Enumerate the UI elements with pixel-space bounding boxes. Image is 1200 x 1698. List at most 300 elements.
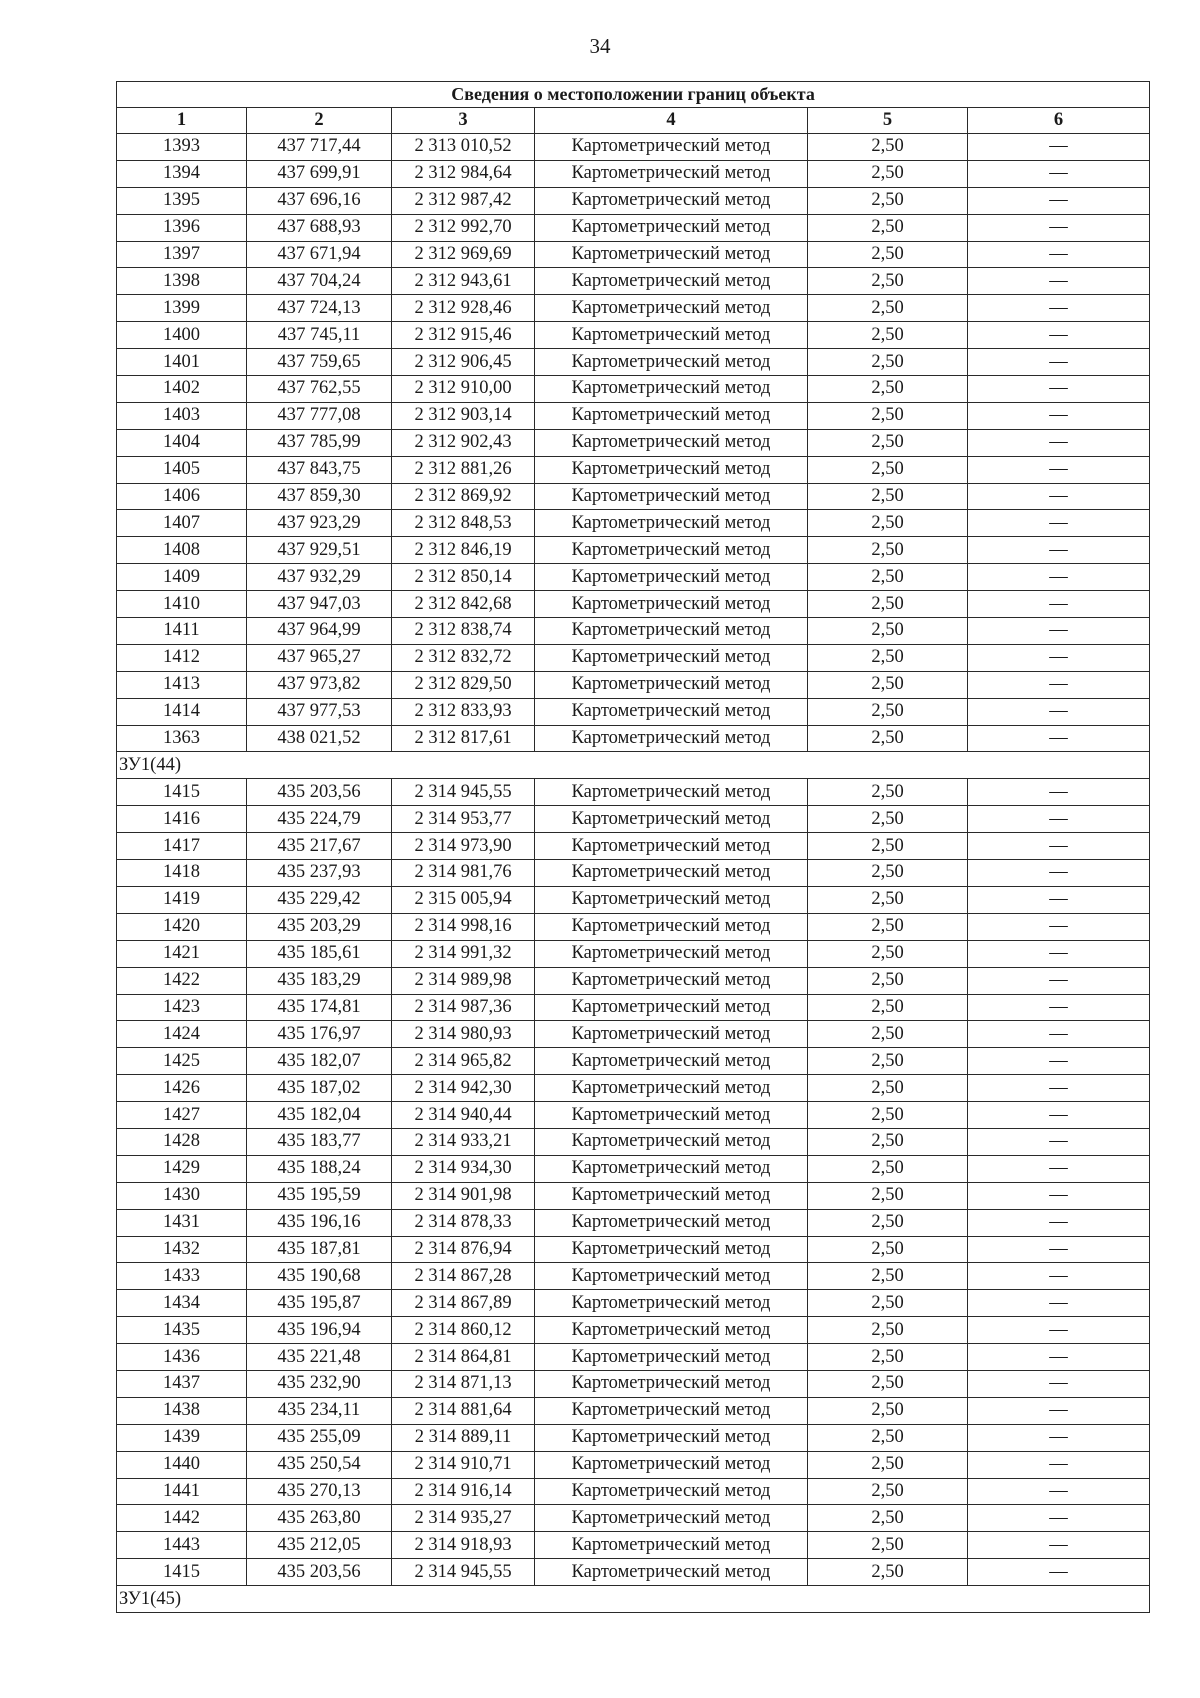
description-cell: —: [968, 1021, 1150, 1048]
y-coordinate-cell: 2 314 876,94: [392, 1236, 535, 1263]
x-coordinate-cell: 437 965,27: [247, 644, 392, 671]
method-cell: Картометрический метод: [535, 1048, 808, 1075]
point-number-cell: 1427: [117, 1102, 247, 1129]
point-number-cell: 1422: [117, 967, 247, 994]
description-cell: —: [968, 376, 1150, 403]
method-cell: Картометрический метод: [535, 1263, 808, 1290]
accuracy-cell: 2,50: [808, 349, 968, 376]
x-coordinate-cell: 437 929,51: [247, 537, 392, 564]
accuracy-cell: 2,50: [808, 483, 968, 510]
table-row: [117, 1021, 1150, 1048]
x-coordinate-cell: 437 777,08: [247, 402, 392, 429]
point-number-cell: 1395: [117, 187, 247, 214]
accuracy-cell: 2,50: [808, 322, 968, 349]
x-coordinate-cell: 435 195,59: [247, 1182, 392, 1209]
accuracy-cell: 2,50: [808, 779, 968, 806]
description-cell: —: [968, 134, 1150, 161]
y-coordinate-cell: 2 314 965,82: [392, 1048, 535, 1075]
point-number-cell: 1408: [117, 537, 247, 564]
x-coordinate-cell: 437 964,99: [247, 618, 392, 645]
accuracy-cell: 2,50: [808, 1370, 968, 1397]
point-number-cell: 1428: [117, 1128, 247, 1155]
point-number-cell: 1433: [117, 1263, 247, 1290]
point-number-cell: 1432: [117, 1236, 247, 1263]
accuracy-cell: 2,50: [808, 1021, 968, 1048]
method-cell: Картометрический метод: [535, 1370, 808, 1397]
table-row: [117, 940, 1150, 967]
accuracy-cell: 2,50: [808, 295, 968, 322]
y-coordinate-cell: 2 314 881,64: [392, 1397, 535, 1424]
x-coordinate-cell: 437 932,29: [247, 564, 392, 591]
description-cell: —: [968, 1370, 1150, 1397]
table-row: [117, 376, 1150, 403]
table-row: [117, 349, 1150, 376]
description-cell: —: [968, 967, 1150, 994]
y-coordinate-cell: 2 314 867,89: [392, 1290, 535, 1317]
method-cell: Картометрический метод: [535, 537, 808, 564]
accuracy-cell: 2,50: [808, 671, 968, 698]
x-coordinate-cell: 437 696,16: [247, 187, 392, 214]
description-cell: —: [968, 1236, 1150, 1263]
point-number-cell: 1443: [117, 1532, 247, 1559]
method-cell: Картометрический метод: [535, 349, 808, 376]
method-cell: Картометрический метод: [535, 456, 808, 483]
table-row: [117, 510, 1150, 537]
method-cell: Картометрический метод: [535, 591, 808, 618]
accuracy-cell: 2,50: [808, 833, 968, 860]
description-cell: —: [968, 456, 1150, 483]
method-cell: Картометрический метод: [535, 671, 808, 698]
accuracy-cell: 2,50: [808, 564, 968, 591]
description-cell: —: [968, 1451, 1150, 1478]
accuracy-cell: 2,50: [808, 1182, 968, 1209]
point-number-cell: 1393: [117, 134, 247, 161]
x-coordinate-cell: 435 217,67: [247, 833, 392, 860]
point-number-cell: 1400: [117, 322, 247, 349]
table-row: [117, 537, 1150, 564]
method-cell: Картометрический метод: [535, 1075, 808, 1102]
accuracy-cell: 2,50: [808, 1290, 968, 1317]
accuracy-cell: 2,50: [808, 1236, 968, 1263]
method-cell: Картометрический метод: [535, 402, 808, 429]
table-row: [117, 1290, 1150, 1317]
description-cell: —: [968, 1424, 1150, 1451]
table-row: [117, 160, 1150, 187]
description-cell: —: [968, 779, 1150, 806]
method-cell: Картометрический метод: [535, 322, 808, 349]
y-coordinate-cell: 2 314 942,30: [392, 1075, 535, 1102]
y-coordinate-cell: 2 312 817,61: [392, 725, 535, 752]
x-coordinate-cell: 435 183,29: [247, 967, 392, 994]
y-coordinate-cell: 2 314 989,98: [392, 967, 535, 994]
column-header: 1: [117, 108, 247, 134]
y-coordinate-cell: 2 312 910,00: [392, 376, 535, 403]
table-row: [117, 429, 1150, 456]
y-coordinate-cell: 2 314 945,55: [392, 1559, 535, 1586]
y-coordinate-cell: 2 312 915,46: [392, 322, 535, 349]
table-row: [117, 1263, 1150, 1290]
y-coordinate-cell: 2 312 992,70: [392, 214, 535, 241]
accuracy-cell: 2,50: [808, 725, 968, 752]
method-cell: Картометрический метод: [535, 967, 808, 994]
table-row: [117, 725, 1150, 752]
description-cell: —: [968, 618, 1150, 645]
y-coordinate-cell: 2 314 901,98: [392, 1182, 535, 1209]
point-number-cell: 1415: [117, 1559, 247, 1586]
table-row: [117, 483, 1150, 510]
table-row: [117, 1048, 1150, 1075]
description-cell: —: [968, 994, 1150, 1021]
y-coordinate-cell: 2 312 984,64: [392, 160, 535, 187]
table-row: [117, 1478, 1150, 1505]
point-number-cell: 1403: [117, 402, 247, 429]
accuracy-cell: 2,50: [808, 187, 968, 214]
column-header-row: [117, 108, 1150, 134]
point-number-cell: 1437: [117, 1370, 247, 1397]
table-row: [117, 1532, 1150, 1559]
table-row: [117, 134, 1150, 161]
method-cell: Картометрический метод: [535, 806, 808, 833]
description-cell: —: [968, 214, 1150, 241]
description-cell: —: [968, 402, 1150, 429]
accuracy-cell: 2,50: [808, 1478, 968, 1505]
point-number-cell: 1409: [117, 564, 247, 591]
table-row: [117, 833, 1150, 860]
method-cell: Картометрический метод: [535, 779, 808, 806]
y-coordinate-cell: 2 314 867,28: [392, 1263, 535, 1290]
y-coordinate-cell: 2 314 864,81: [392, 1344, 535, 1371]
method-cell: Картометрический метод: [535, 833, 808, 860]
x-coordinate-cell: 435 224,79: [247, 806, 392, 833]
accuracy-cell: 2,50: [808, 376, 968, 403]
method-cell: Картометрический метод: [535, 1155, 808, 1182]
method-cell: Картометрический метод: [535, 1424, 808, 1451]
description-cell: —: [968, 241, 1150, 268]
description-cell: —: [968, 322, 1150, 349]
accuracy-cell: 2,50: [808, 1397, 968, 1424]
accuracy-cell: 2,50: [808, 1344, 968, 1371]
method-cell: Картометрический метод: [535, 1021, 808, 1048]
table-row: [117, 1155, 1150, 1182]
method-cell: Картометрический метод: [535, 860, 808, 887]
y-coordinate-cell: 2 314 871,13: [392, 1370, 535, 1397]
description-cell: —: [968, 1344, 1150, 1371]
table-row: [117, 1505, 1150, 1532]
description-cell: —: [968, 860, 1150, 887]
method-cell: Картометрический метод: [535, 376, 808, 403]
method-cell: Картометрический метод: [535, 644, 808, 671]
table-row: [117, 994, 1150, 1021]
x-coordinate-cell: 435 174,81: [247, 994, 392, 1021]
table-row: [117, 698, 1150, 725]
table-row: [117, 187, 1150, 214]
table-row: [117, 564, 1150, 591]
x-coordinate-cell: 435 270,13: [247, 1478, 392, 1505]
method-cell: Картометрический метод: [535, 1451, 808, 1478]
x-coordinate-cell: 437 762,55: [247, 376, 392, 403]
accuracy-cell: 2,50: [808, 1559, 968, 1586]
point-number-cell: 1435: [117, 1317, 247, 1344]
x-coordinate-cell: 435 221,48: [247, 1344, 392, 1371]
point-number-cell: 1436: [117, 1344, 247, 1371]
point-number-cell: 1407: [117, 510, 247, 537]
description-cell: —: [968, 886, 1150, 913]
y-coordinate-cell: 2 314 889,11: [392, 1424, 535, 1451]
x-coordinate-cell: 435 263,80: [247, 1505, 392, 1532]
page-number: 34: [589, 34, 611, 58]
x-coordinate-cell: 437 671,94: [247, 241, 392, 268]
x-coordinate-cell: 435 188,24: [247, 1155, 392, 1182]
table-row: [117, 214, 1150, 241]
accuracy-cell: 2,50: [808, 967, 968, 994]
accuracy-cell: 2,50: [808, 1451, 968, 1478]
point-number-cell: 1424: [117, 1021, 247, 1048]
table-row: [117, 295, 1150, 322]
accuracy-cell: 2,50: [808, 591, 968, 618]
point-number-cell: 1426: [117, 1075, 247, 1102]
x-coordinate-cell: 437 973,82: [247, 671, 392, 698]
method-cell: Картометрический метод: [535, 1209, 808, 1236]
method-cell: Картометрический метод: [535, 564, 808, 591]
x-coordinate-cell: 437 688,93: [247, 214, 392, 241]
table-body: [117, 82, 1150, 1613]
method-cell: Картометрический метод: [535, 940, 808, 967]
x-coordinate-cell: 435 250,54: [247, 1451, 392, 1478]
method-cell: Картометрический метод: [535, 187, 808, 214]
point-number-cell: 1418: [117, 860, 247, 887]
x-coordinate-cell: 437 745,11: [247, 322, 392, 349]
y-coordinate-cell: 2 312 902,43: [392, 429, 535, 456]
y-coordinate-cell: 2 312 881,26: [392, 456, 535, 483]
y-coordinate-cell: 2 312 832,72: [392, 644, 535, 671]
method-cell: Картометрический метод: [535, 1505, 808, 1532]
description-cell: —: [968, 483, 1150, 510]
point-number-cell: 1396: [117, 214, 247, 241]
method-cell: Картометрический метод: [535, 1532, 808, 1559]
y-coordinate-cell: 2 312 987,42: [392, 187, 535, 214]
x-coordinate-cell: 437 923,29: [247, 510, 392, 537]
accuracy-cell: 2,50: [808, 456, 968, 483]
table-row: [117, 1128, 1150, 1155]
method-cell: Картометрический метод: [535, 1128, 808, 1155]
method-cell: Картометрический метод: [535, 913, 808, 940]
description-cell: —: [968, 591, 1150, 618]
method-cell: Картометрический метод: [535, 1344, 808, 1371]
point-number-cell: 1423: [117, 994, 247, 1021]
x-coordinate-cell: 438 021,52: [247, 725, 392, 752]
parcel-group-row: [117, 1586, 1150, 1613]
point-number-cell: 1416: [117, 806, 247, 833]
point-number-cell: 1412: [117, 644, 247, 671]
table-row: [117, 1182, 1150, 1209]
accuracy-cell: 2,50: [808, 1317, 968, 1344]
y-coordinate-cell: 2 314 973,90: [392, 833, 535, 860]
accuracy-cell: 2,50: [808, 1424, 968, 1451]
parcel-group-row: [117, 752, 1150, 779]
x-coordinate-cell: 435 196,94: [247, 1317, 392, 1344]
description-cell: —: [968, 295, 1150, 322]
x-coordinate-cell: 435 234,11: [247, 1397, 392, 1424]
point-number-cell: 1401: [117, 349, 247, 376]
description-cell: —: [968, 833, 1150, 860]
accuracy-cell: 2,50: [808, 1532, 968, 1559]
x-coordinate-cell: 435 196,16: [247, 1209, 392, 1236]
method-cell: Картометрический метод: [535, 1290, 808, 1317]
x-coordinate-cell: 435 187,02: [247, 1075, 392, 1102]
accuracy-cell: 2,50: [808, 1155, 968, 1182]
y-coordinate-cell: 2 314 910,71: [392, 1451, 535, 1478]
description-cell: —: [968, 1505, 1150, 1532]
description-cell: —: [968, 349, 1150, 376]
accuracy-cell: 2,50: [808, 537, 968, 564]
x-coordinate-cell: 435 190,68: [247, 1263, 392, 1290]
x-coordinate-cell: 435 185,61: [247, 940, 392, 967]
y-coordinate-cell: 2 314 878,33: [392, 1209, 535, 1236]
x-coordinate-cell: 437 859,30: [247, 483, 392, 510]
table-row: [117, 860, 1150, 887]
accuracy-cell: 2,50: [808, 860, 968, 887]
accuracy-cell: 2,50: [808, 214, 968, 241]
method-cell: Картометрический метод: [535, 618, 808, 645]
table-row: [117, 241, 1150, 268]
y-coordinate-cell: 2 312 869,92: [392, 483, 535, 510]
y-coordinate-cell: 2 312 829,50: [392, 671, 535, 698]
table-row: [117, 1559, 1150, 1586]
accuracy-cell: 2,50: [808, 698, 968, 725]
x-coordinate-cell: 435 203,56: [247, 779, 392, 806]
method-cell: Картометрический метод: [535, 725, 808, 752]
y-coordinate-cell: 2 312 848,53: [392, 510, 535, 537]
point-number-cell: 1402: [117, 376, 247, 403]
y-coordinate-cell: 2 312 842,68: [392, 591, 535, 618]
y-coordinate-cell: 2 312 846,19: [392, 537, 535, 564]
table-row: [117, 644, 1150, 671]
table-row: [117, 1075, 1150, 1102]
x-coordinate-cell: 435 203,56: [247, 1559, 392, 1586]
parcel-group-label: ЗУ1(44): [117, 752, 1150, 779]
point-number-cell: 1363: [117, 725, 247, 752]
x-coordinate-cell: 435 187,81: [247, 1236, 392, 1263]
table-row: [117, 886, 1150, 913]
method-cell: Картометрический метод: [535, 134, 808, 161]
point-number-cell: 1399: [117, 295, 247, 322]
y-coordinate-cell: 2 314 918,93: [392, 1532, 535, 1559]
point-number-cell: 1414: [117, 698, 247, 725]
table-row: [117, 618, 1150, 645]
y-coordinate-cell: 2 313 010,52: [392, 134, 535, 161]
point-number-cell: 1394: [117, 160, 247, 187]
table-row: [117, 1236, 1150, 1263]
description-cell: —: [968, 671, 1150, 698]
description-cell: —: [968, 537, 1150, 564]
x-coordinate-cell: 435 182,07: [247, 1048, 392, 1075]
x-coordinate-cell: 437 699,91: [247, 160, 392, 187]
method-cell: Картометрический метод: [535, 1317, 808, 1344]
point-number-cell: 1413: [117, 671, 247, 698]
accuracy-cell: 2,50: [808, 1048, 968, 1075]
description-cell: —: [968, 1532, 1150, 1559]
x-coordinate-cell: 435 182,04: [247, 1102, 392, 1129]
x-coordinate-cell: 435 183,77: [247, 1128, 392, 1155]
point-number-cell: 1410: [117, 591, 247, 618]
table-row: [117, 1317, 1150, 1344]
accuracy-cell: 2,50: [808, 940, 968, 967]
y-coordinate-cell: 2 314 935,27: [392, 1505, 535, 1532]
method-cell: Картометрический метод: [535, 698, 808, 725]
point-number-cell: 1406: [117, 483, 247, 510]
description-cell: —: [968, 725, 1150, 752]
point-number-cell: 1397: [117, 241, 247, 268]
method-cell: Картометрический метод: [535, 510, 808, 537]
table-row: [117, 1370, 1150, 1397]
x-coordinate-cell: 437 785,99: [247, 429, 392, 456]
table-title: Сведения о местоположении границ объекта: [117, 82, 1150, 108]
description-cell: —: [968, 1128, 1150, 1155]
point-number-cell: 1440: [117, 1451, 247, 1478]
point-number-cell: 1434: [117, 1290, 247, 1317]
accuracy-cell: 2,50: [808, 994, 968, 1021]
description-cell: —: [968, 913, 1150, 940]
accuracy-cell: 2,50: [808, 268, 968, 295]
description-cell: —: [968, 1559, 1150, 1586]
y-coordinate-cell: 2 314 860,12: [392, 1317, 535, 1344]
y-coordinate-cell: 2 312 943,61: [392, 268, 535, 295]
y-coordinate-cell: 2 314 934,30: [392, 1155, 535, 1182]
y-coordinate-cell: 2 314 953,77: [392, 806, 535, 833]
description-cell: —: [968, 806, 1150, 833]
accuracy-cell: 2,50: [808, 1128, 968, 1155]
method-cell: Картометрический метод: [535, 886, 808, 913]
x-coordinate-cell: 435 232,90: [247, 1370, 392, 1397]
point-number-cell: 1404: [117, 429, 247, 456]
description-cell: —: [968, 940, 1150, 967]
y-coordinate-cell: 2 314 916,14: [392, 1478, 535, 1505]
description-cell: —: [968, 1048, 1150, 1075]
y-coordinate-cell: 2 312 969,69: [392, 241, 535, 268]
point-number-cell: 1415: [117, 779, 247, 806]
table-row: [117, 1344, 1150, 1371]
x-coordinate-cell: 435 176,97: [247, 1021, 392, 1048]
accuracy-cell: 2,50: [808, 1075, 968, 1102]
y-coordinate-cell: 2 314 980,93: [392, 1021, 535, 1048]
method-cell: Картометрический метод: [535, 1182, 808, 1209]
table-row: [117, 402, 1150, 429]
description-cell: —: [968, 1209, 1150, 1236]
table-row: [117, 1424, 1150, 1451]
table-row: [117, 779, 1150, 806]
accuracy-cell: 2,50: [808, 913, 968, 940]
x-coordinate-cell: 437 717,44: [247, 134, 392, 161]
method-cell: Картометрический метод: [535, 429, 808, 456]
table-row: [117, 1102, 1150, 1129]
accuracy-cell: 2,50: [808, 241, 968, 268]
x-coordinate-cell: 437 843,75: [247, 456, 392, 483]
y-coordinate-cell: 2 314 998,16: [392, 913, 535, 940]
table-title-row: [117, 82, 1150, 108]
y-coordinate-cell: 2 312 850,14: [392, 564, 535, 591]
description-cell: —: [968, 429, 1150, 456]
y-coordinate-cell: 2 314 933,21: [392, 1128, 535, 1155]
x-coordinate-cell: 437 704,24: [247, 268, 392, 295]
description-cell: —: [968, 510, 1150, 537]
accuracy-cell: 2,50: [808, 134, 968, 161]
table-row: [117, 322, 1150, 349]
description-cell: —: [968, 160, 1150, 187]
method-cell: Картометрический метод: [535, 1559, 808, 1586]
x-coordinate-cell: 437 947,03: [247, 591, 392, 618]
x-coordinate-cell: 435 195,87: [247, 1290, 392, 1317]
accuracy-cell: 2,50: [808, 1263, 968, 1290]
